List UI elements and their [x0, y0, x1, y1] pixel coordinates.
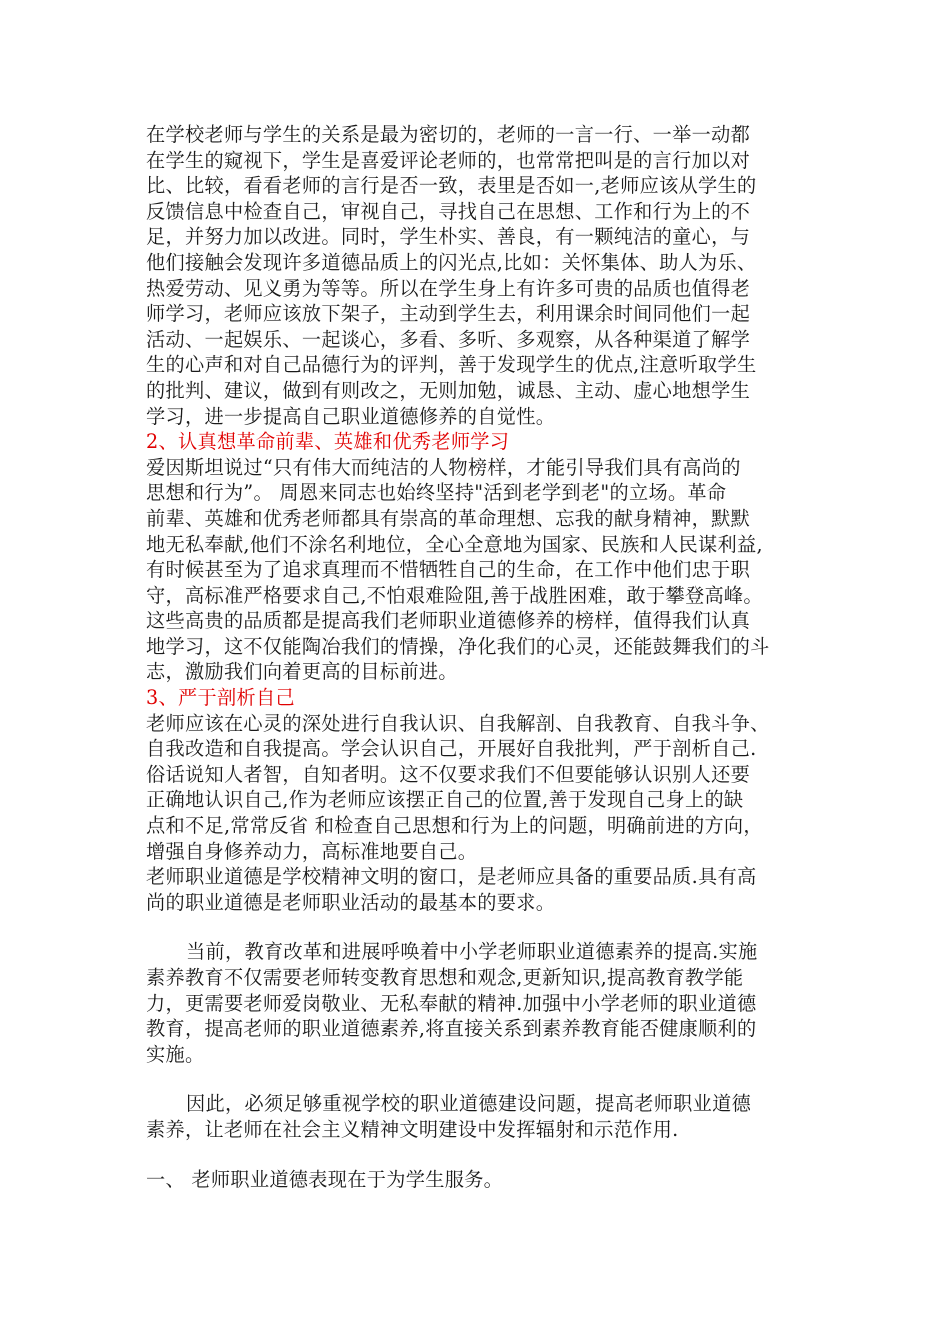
- text-line: 俗话说知人者智，自知者明。这不仅要求我们不但要能够认识别人还要: [146, 762, 751, 786]
- section-heading-2: 2、认真想革命前辈、英雄和优秀老师学习: [146, 430, 510, 454]
- text-line: 比、比较，看看老师的言行是否一致，表里是否如一,老师应该从学生的: [146, 174, 757, 198]
- text-line: 在学生的窥视下，学生是喜爱评论老师的，也常常把叫是的言行加以对: [146, 148, 751, 172]
- text-line: 素养教育不仅需要老师转变教育思想和观念,更新知识,提高教育教学能: [146, 966, 744, 989]
- paragraph-4: [146, 864, 814, 915]
- text-line: 守，高标准严格要求自己,不怕艰难险阻,善于战胜困难，敢于攀登高峰。: [146, 583, 763, 607]
- text-line: 学习，进一步提高自己职业道德修养的自觉性。: [146, 404, 556, 428]
- text-line: 因此，必须足够重视学校的职业道德建设问题，提高老师职业道德: [186, 1092, 752, 1116]
- text-line: 在学校老师与学生的关系是最为密切的，老师的一言一行、一举一动都: [146, 123, 751, 146]
- text-line: 当前，教育改革和进展呼唤着中小学老师职业道德素养的提高.实施: [186, 940, 758, 964]
- text-line: 增强自身修养动力，高标准地要自己。: [146, 839, 478, 863]
- text-line: 自我改造和自我提高。学会认识自己，开展好自我批判，严于剖析自己.: [146, 737, 757, 761]
- text-line: 的批判、建议，做到有则改之，无则加勉，诚恳、主动、虚心地想学生: [146, 378, 751, 402]
- text-line: 前辈、英雄和优秀老师都具有崇高的革命理想、忘我的献身精神，默默: [146, 506, 751, 530]
- text-line: 老师职业道德是学校精神文明的窗口，是老师应具备的重要品质.具有高: [146, 865, 757, 889]
- paragraph-1: [146, 122, 814, 429]
- text-line: 活动、一起娱乐、一起谈心，多看、多听、多观察，从各种渠道了解学: [146, 327, 751, 351]
- text-line: 生的心声和对自己品德行为的评判，善于发现学生的优点,注意听取学生: [146, 353, 757, 377]
- text-line: 地无私奉献,他们不涂名利地位，全心全意地为国家、民族和人民谋利益,: [146, 532, 763, 556]
- text-line: 点和不足,常常反省 和检查自己思想和行为上的问题，明确前进的方向，: [146, 814, 763, 838]
- text-line: 尚的职业道德是老师职业活动的最基本的要求。: [146, 890, 556, 914]
- paragraph-spacer: [146, 1067, 814, 1091]
- text-line: 足，并努力加以改进。同时，学生朴实、善良，有一颗纯洁的童心，与: [146, 225, 751, 249]
- paragraph-spacer: [146, 915, 814, 939]
- text-line: 反馈信息中检查自己，审视自己，寻找自己在思想、工作和行为上的不: [146, 199, 751, 223]
- paragraph-5: [146, 939, 814, 1067]
- paragraph-spacer: [146, 1143, 814, 1167]
- document-page: [146, 122, 814, 1192]
- text-line: 素养，让老师在社会主义精神文明建设中发挥辐射和示范作用.: [146, 1117, 679, 1141]
- text-line: 热爱劳动、见义勇为等等。所以在学生身上有许多可贵的品质也值得老: [146, 276, 751, 300]
- text-line: 正确地认识自己,作为老师应该摆正自己的位置,善于发现自己身上的缺: [146, 788, 744, 812]
- text-line: 志，激励我们向着更高的目标前进。: [146, 660, 458, 684]
- text-line: 实施。: [146, 1042, 205, 1066]
- text-line: 这些高贵的品质都是提高我们老师职业道德修养的榜样，值得我们认真: [146, 609, 751, 633]
- paragraph-6: [146, 1091, 814, 1142]
- text-line: 思想和行为”。 周恩来同志也始终坚持"活到老学到老"的立场。革命: [146, 481, 727, 505]
- text-line: 教育，提高老师的职业道德素养,将直接关系到素养教育能否健康顺利的: [146, 1017, 757, 1041]
- text-line: 老师应该在心灵的深处进行自我认识、自我解剖、自我教育、自我斗争、: [146, 711, 770, 735]
- text-line: 地学习，这不仅能陶冶我们的情操，净化我们的心灵，还能鼓舞我们的斗: [146, 634, 770, 658]
- paragraph-2: [146, 455, 814, 685]
- text-line: 师学习，老师应该放下架子，主动到学生去，利用课余时间同他们一起: [146, 302, 751, 326]
- text-line: 他们接触会发现许多道德品质上的闪光点,比如：关怀集体、助人为乐、: [146, 250, 757, 274]
- text-line: 爱因斯坦说过“只有伟大而纯洁的人物榜样，才能引导我们具有高尚的: [146, 455, 741, 479]
- paragraph-3: [146, 711, 814, 865]
- section-heading-1: 一、 老师职业道德表现在于为学生服务。: [146, 1167, 504, 1191]
- text-line: 有时候甚至为了追求真理而不惜牺牲自己的生命，在工作中他们忠于职: [146, 558, 751, 582]
- text-line: 力，更需要老师爱岗敬业、无私奉献的精神.加强中小学老师的职业道德: [146, 991, 757, 1015]
- section-heading-3: 3、严于剖析自己: [146, 686, 295, 710]
